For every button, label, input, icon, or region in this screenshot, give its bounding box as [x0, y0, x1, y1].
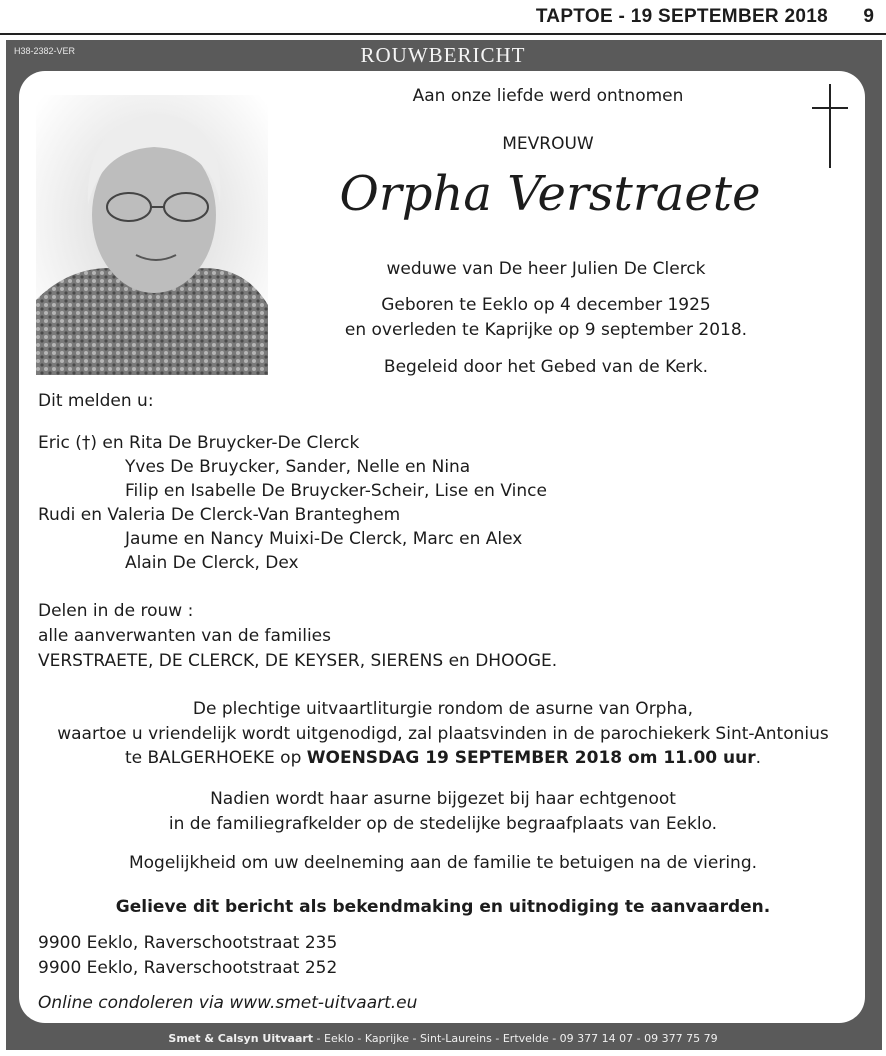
- ceremony-date: WOENSDAG 19 SEPTEMBER 2018 om 11.00 uur: [306, 748, 756, 768]
- family-line: Filip en Isabelle De Bruycker-Scheir, Lise en Vince: [125, 481, 547, 501]
- liturgy-line: waartoe u vriendelijk wordt uitgenodigd, zal plaatsvinden in de parochiekerk Sint-Antonius: [57, 724, 829, 744]
- family-line: Alain De Clerck, Dex: [125, 553, 299, 573]
- burial-line: in de familiegrafkelder op de stedelijke begraafplaats van Eeklo.: [168, 814, 718, 834]
- address-line: 9900 Eeklo, Raverschootstraat 252: [38, 958, 338, 978]
- portrait-photo: [36, 95, 268, 375]
- birth-line: Geboren te Eeklo op 4 december 1925: [381, 295, 711, 315]
- family-line: Jaume en Nancy Muixi-De Clerck, Marc en Alex: [125, 529, 523, 549]
- address-line: 9900 Eeklo, Raverschootstraat 235: [38, 933, 338, 953]
- mourning-line: alle aanverwanten van de families: [38, 626, 332, 646]
- family-line: Rudi en Valeria De Clerck-Van Branteghem: [38, 505, 401, 525]
- newspaper-header: [0, 0, 886, 36]
- widow-of-line: weduwe van De heer Julien De Clerck: [386, 259, 706, 279]
- intro-line: Aan onze liefde werd ontnomen: [412, 86, 684, 106]
- section-title: ROUWBERICHT: [360, 43, 526, 67]
- condolence-line: Mogelijkheid om uw deelneming aan de familie te betuigen na de viering.: [128, 853, 758, 873]
- request-line: Gelieve dit bericht als bekendmaking en uitnodiging te aanvaarden.: [115, 897, 771, 917]
- ad-code: H38-2382-VER: [14, 46, 76, 56]
- mourning-line: Delen in de rouw :: [38, 601, 194, 621]
- funeral-home-name: Smet & Calsyn Uitvaart: [168, 1032, 314, 1045]
- liturgy-line: De plechtige uitvaartliturgie rondom de asurne van Orpha,: [192, 699, 694, 719]
- death-line: en overleden te Kaprijke op 9 september 2018.: [344, 320, 748, 340]
- publication-date: TAPTOE - 19 SEPTEMBER 2018: [535, 6, 828, 27]
- online-condolence-link[interactable]: Online condoleren via www.smet-uitvaart.eu: [38, 993, 418, 1013]
- salutation: MEVROUW: [502, 134, 594, 154]
- families-list-line: VERSTRAETE, DE CLERCK, DE KEYSER, SIERENS en DHOOGE.: [38, 651, 558, 671]
- family-line: Yves De Bruycker, Sander, Nelle en Nina: [125, 457, 471, 477]
- header-rule: [0, 33, 886, 35]
- family-line: Eric (†) en Rita De Bruycker-De Clerck: [38, 433, 360, 453]
- cross-icon: [812, 84, 848, 168]
- burial-line: Nadien wordt haar asurne bijgezet bij haar echtgenoot: [210, 789, 676, 809]
- announce-line: Dit melden u:: [38, 391, 154, 411]
- funeral-home-footer: [0, 1032, 886, 1045]
- deceased-name: Orpha Verstraete: [339, 166, 761, 222]
- prayer-line: Begeleid door het Gebed van de Kerk.: [383, 357, 709, 377]
- funeral-home-details: - Eeklo - Kaprijke - Sint-Laureins - Ertvelde - 09 377 14 07 - 09 377 75 79: [313, 1032, 718, 1045]
- page-number: 9: [863, 6, 874, 27]
- liturgy-date-line: te BALGERHOEKE op WOENSDAG 19 SEPTEMBER 2018 om 11.00 uur.: [124, 748, 762, 768]
